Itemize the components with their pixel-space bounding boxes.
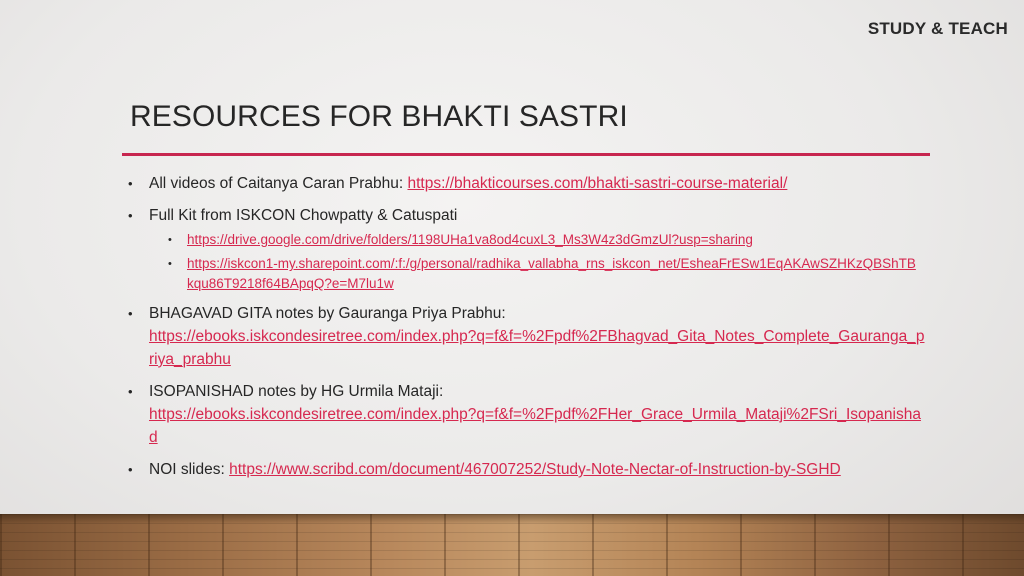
videos-link[interactable]: https://bhakticourses.com/bhakti-sastri-course-material/ [407, 175, 788, 192]
item-text: Full Kit from ISKCON Chowpatty & Catuspati [149, 207, 458, 224]
bullet-icon: • [128, 462, 133, 477]
list-item-isopanishad-notes [128, 380, 928, 449]
isopanishad-notes-link[interactable]: https://ebooks.iskcondesiretree.com/index.php?q=f&f=%2Fpdf%2FHer_Grace_Urmila_Mataji%2FSri_Isopanishad [149, 406, 921, 446]
list-item-gita-notes [128, 302, 928, 371]
noi-slides-link[interactable]: https://www.scribd.com/document/467007252/Study-Note-Nectar-of-Instruction-by-SGHD [229, 461, 841, 478]
sub-item-drive [128, 230, 928, 250]
list-item-full-kit [128, 204, 928, 227]
item-text: All videos of Caitanya Caran Prabhu: [149, 175, 408, 192]
bullet-icon: • [128, 306, 133, 321]
item-text: ISOPANISHAD notes by HG Urmila Mataji: [149, 383, 444, 400]
list-item-videos [128, 172, 928, 195]
item-text: NOI slides: [149, 461, 230, 478]
slide-title: RESOURCES FOR BHAKTI SASTRI [130, 100, 628, 133]
item-text: BHAGAVAD GITA notes by Gauranga Priya Prabhu: [149, 305, 506, 322]
bullet-icon: • [128, 384, 133, 399]
list-item-noi-slides [128, 458, 928, 481]
brand-label: STUDY & TEACH [867, 19, 1008, 38]
title-underline [122, 153, 930, 156]
bullet-icon: • [168, 258, 172, 270]
bullet-icon: • [168, 234, 172, 246]
bullet-icon: • [128, 176, 133, 191]
bullet-icon: • [128, 208, 133, 223]
google-drive-link[interactable]: https://drive.google.com/drive/folders/1198UHa1va8od4cuxL3_Ms3W4z3dGmzUl?usp=sharing [187, 232, 753, 247]
sub-item-sharepoint [128, 254, 928, 294]
resource-list [128, 172, 928, 481]
sharepoint-link[interactable]: https://iskcon1-my.sharepoint.com/:f:/g/personal/radhika_vallabha_rns_iskcon_net/EsheaFrESw1EqAKAwSZHKzQBShTBkqu86T9218f64BApqQ?e=M7lu1w [187, 256, 916, 291]
floor-shadow [0, 514, 1024, 524]
gita-notes-link[interactable]: https://ebooks.iskcondesiretree.com/index.php?q=f&f=%2Fpdf%2FBhagvad_Gita_Notes_Complete_Gauranga_priya_prabhu [149, 328, 925, 368]
